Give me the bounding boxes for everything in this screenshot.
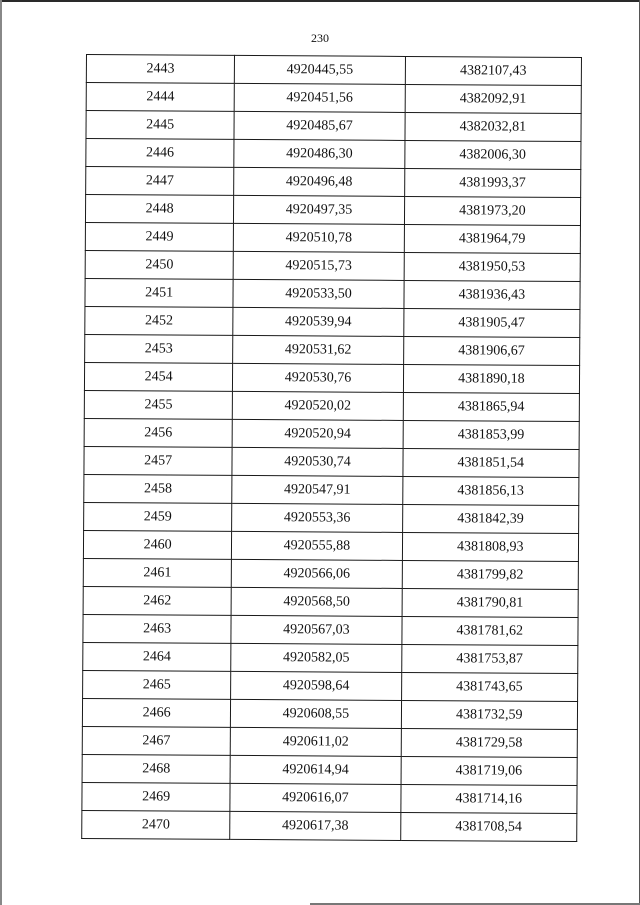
table-row [84,446,579,477]
y-coordinate-cell: 4381790,81 [402,588,579,617]
point-number-cell: 2465 [83,670,231,699]
y-coordinate-cell: 4381851,54 [403,448,580,477]
table-row [83,670,578,701]
point-number-cell: 2443 [86,55,234,84]
table-row [82,754,577,785]
y-coordinate-cell: 4381973,20 [404,196,581,225]
x-coordinate-cell: 4920497,35 [234,195,405,224]
point-number-cell: 2467 [82,726,230,755]
table-row [86,139,581,170]
table-row [83,642,578,673]
x-coordinate-cell: 4920530,74 [232,447,403,476]
table-row [84,418,579,449]
y-coordinate-cell: 4381732,59 [401,700,578,729]
x-coordinate-cell: 4920568,50 [231,587,402,616]
x-coordinate-cell: 4920555,88 [232,531,403,560]
x-coordinate-cell: 4920485,67 [234,111,405,140]
y-coordinate-cell: 4381714,16 [401,784,578,813]
point-number-cell: 2457 [84,446,232,475]
x-coordinate-cell: 4920531,62 [233,335,404,364]
table-row [83,586,578,617]
table-row [86,167,581,198]
scan-border-left [0,0,2,905]
point-number-cell: 2461 [83,558,231,587]
point-number-cell: 2446 [86,139,234,168]
table-row [84,502,579,533]
y-coordinate-cell: 4382107,43 [405,56,582,85]
table-row [83,614,578,645]
point-number-cell: 2459 [84,502,232,531]
x-coordinate-cell: 4920520,02 [233,391,404,420]
y-coordinate-cell: 4381950,53 [404,252,581,281]
point-number-cell: 2458 [84,474,232,503]
point-number-cell: 2456 [84,418,232,447]
x-coordinate-cell: 4920547,91 [232,475,403,504]
x-coordinate-cell: 4920530,76 [233,363,404,392]
y-coordinate-cell: 4381708,54 [400,812,577,841]
y-coordinate-cell: 4381743,65 [401,672,578,701]
y-coordinate-cell: 4381753,87 [401,644,578,673]
table-row [83,558,578,589]
y-coordinate-cell: 4381865,94 [403,392,580,421]
y-coordinate-cell: 4381905,47 [403,308,580,337]
y-coordinate-cell: 4381729,58 [401,728,578,757]
table-row [84,390,579,421]
coordinates-table-body [82,55,582,842]
y-coordinate-cell: 4381842,39 [402,504,579,533]
x-coordinate-cell: 4920582,05 [231,643,402,672]
x-coordinate-cell: 4920566,06 [232,559,403,588]
x-coordinate-cell: 4920496,48 [234,167,405,196]
y-coordinate-cell: 4381808,93 [402,532,579,561]
table-row [82,698,577,729]
point-number-cell: 2445 [86,111,234,140]
y-coordinate-cell: 4381906,67 [403,336,580,365]
x-coordinate-cell: 4920533,50 [233,279,404,308]
y-coordinate-cell: 4381890,18 [403,364,580,393]
x-coordinate-cell: 4920539,94 [233,307,404,336]
y-coordinate-cell: 4381964,79 [404,224,581,253]
point-number-cell: 2448 [85,195,233,224]
point-number-cell: 2460 [83,530,231,559]
y-coordinate-cell: 4381993,37 [404,168,581,197]
y-coordinate-cell: 4381936,43 [404,280,581,309]
y-coordinate-cell: 4382092,91 [405,84,582,113]
table-row [84,362,579,393]
point-number-cell: 2451 [85,278,233,307]
point-number-cell: 2444 [86,83,234,112]
x-coordinate-cell: 4920515,73 [233,251,404,280]
point-number-cell: 2454 [84,362,232,391]
x-coordinate-cell: 4920486,30 [234,139,405,168]
point-number-cell: 2449 [85,222,233,251]
table-row [85,222,580,253]
y-coordinate-cell: 4381856,13 [402,476,579,505]
table-row [83,530,578,561]
point-number-cell: 2462 [83,586,231,615]
x-coordinate-cell: 4920445,55 [235,55,406,84]
table-row [86,55,581,86]
y-coordinate-cell: 4381781,62 [402,616,579,645]
x-coordinate-cell: 4920510,78 [234,223,405,252]
y-coordinate-cell: 4381853,99 [403,420,580,449]
table-row [85,278,580,309]
point-number-cell: 2466 [82,698,230,727]
scan-border-top [0,0,640,2]
coordinates-table [81,54,582,842]
x-coordinate-cell: 4920608,55 [231,699,402,728]
table-row [85,306,580,337]
page-number: 230 [311,31,329,45]
x-coordinate-cell: 4920617,38 [230,811,401,840]
x-coordinate-cell: 4920598,64 [231,671,402,700]
x-coordinate-cell: 4920616,07 [230,783,401,812]
table-row [85,334,580,365]
x-coordinate-cell: 4920553,36 [232,503,403,532]
point-number-cell: 2468 [82,754,230,783]
point-number-cell: 2455 [84,390,232,419]
x-coordinate-cell: 4920611,02 [230,727,401,756]
point-number-cell: 2452 [85,306,233,335]
x-coordinate-cell: 4920451,56 [234,83,405,112]
y-coordinate-cell: 4382006,30 [404,140,581,169]
point-number-cell: 2463 [83,614,231,643]
table-row [82,726,577,757]
x-coordinate-cell: 4920520,94 [232,419,403,448]
table-row [86,111,581,142]
table-row [85,195,580,226]
point-number-cell: 2453 [85,334,233,363]
table-row [85,250,580,281]
point-number-cell: 2469 [82,782,230,811]
point-number-cell: 2447 [86,167,234,196]
x-coordinate-cell: 4920567,03 [231,615,402,644]
point-number-cell: 2464 [83,642,231,671]
x-coordinate-cell: 4920614,94 [230,755,401,784]
table-row [82,782,577,813]
point-number-cell: 2450 [85,250,233,279]
table-row [86,83,581,114]
table-row [84,474,579,505]
y-coordinate-cell: 4381799,82 [402,560,579,589]
table-row [82,810,577,841]
y-coordinate-cell: 4382032,81 [405,112,582,141]
y-coordinate-cell: 4381719,06 [401,756,578,785]
point-number-cell: 2470 [82,810,230,839]
